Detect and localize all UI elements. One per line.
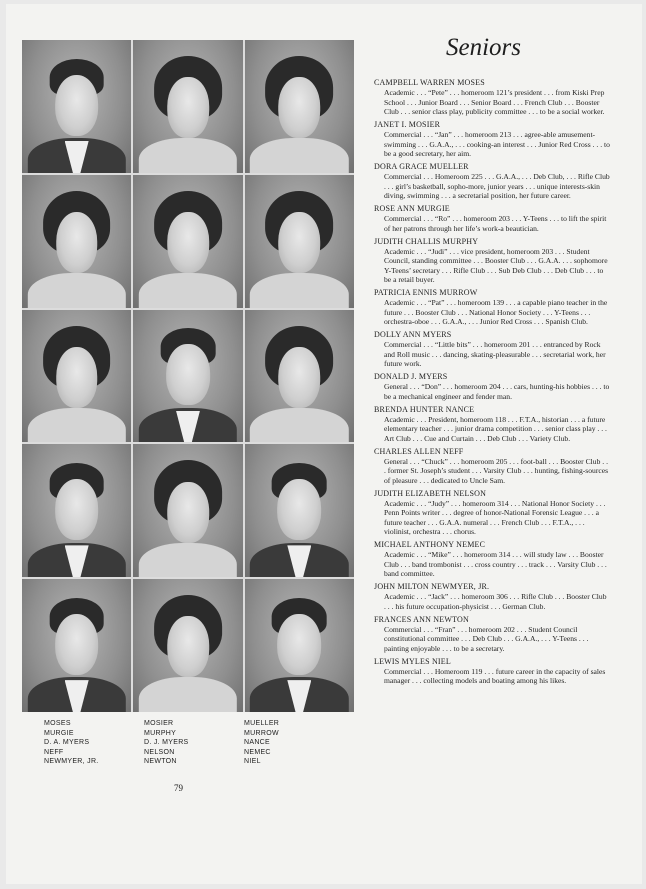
name-nelson: NELSON: [144, 748, 175, 756]
portrait-face: [279, 212, 321, 273]
bio-name: DORA GRACE MUELLER: [374, 162, 469, 171]
bio-description: Commercial . . . “Ro” . . . homeroom 203 . . . Y-Teens . . . to lift the spirit of her patrons through her life’s work-a beautician.: [384, 214, 607, 233]
bio-entry: [374, 120, 610, 159]
bio-description: General . . . “Chuck” . . . homeroom 205 . . . foot-ball . . . Booster Club . . . former St. Joseph’s student . . . Varsity Club . . . hunting, fishing-sources of pleasure . . . dedicated to Uncle Sam.: [384, 456, 609, 485]
bio-name: CHARLES ALLEN NEFF: [374, 446, 464, 456]
bio-name: LEWIS MYLES NIEL: [374, 656, 451, 666]
portrait-photo: [245, 40, 354, 173]
portrait-photo: [22, 310, 131, 443]
bio-entry: [374, 489, 610, 537]
portrait-photo: [133, 40, 242, 173]
portrait-face: [277, 479, 321, 540]
bio-name: DONALD J. MYERS: [374, 372, 448, 381]
bio-entry: [374, 237, 610, 285]
name-mueller: MUELLER: [244, 720, 280, 727]
portrait-face: [167, 212, 209, 273]
portrait-face: [167, 482, 209, 543]
portrait-face: [279, 77, 321, 138]
name-d-a-myers: D. A. MYERS: [44, 739, 90, 746]
portrait-clothing: [250, 138, 348, 173]
portrait-photo: [133, 310, 242, 443]
bio-description: General . . . “Don” . . . homeroom 204 . . . cars, hunting-his hobbies . . . to be a mechanical engineer and fender man.: [384, 382, 610, 401]
bio-description: Academic . . . “Mike” . . . homeroom 314 . . . will study law . . . Booster Club . . . band trombonist . . . cross country . . . track . . . Varsity Club . . . band committee.: [384, 550, 607, 578]
portrait-face: [55, 479, 99, 540]
portrait-face: [277, 614, 321, 675]
portrait-clothing: [27, 273, 125, 308]
portrait-photo: [22, 444, 131, 577]
portrait-face: [166, 344, 210, 405]
bio-name: DOLLY ANN MYERS: [374, 330, 452, 339]
page-title: Seniors: [446, 34, 521, 61]
bio-description: Commercial . . . Homeroom 225 . . . G.A.A., . . . Deb Club, . . . Rifle Club . . . girl’s basketball, sopho-more, junior years . . . unique interests-skin diving, swimming . . . a secretarial position, her future career.: [384, 172, 610, 200]
bio-entry: [374, 540, 610, 579]
portrait-face: [55, 75, 99, 136]
bio-description: Commercial . . . “Jan” . . . homeroom 213 . . . agree-able amusement-swimming . . . G.A.A., . . . cooking-an interest . . . Junior Red Cross . . . to be a good secretary, her aim.: [384, 130, 610, 158]
name-niel: NIEL: [244, 758, 261, 765]
name-nance: NANCE: [244, 739, 271, 746]
portrait-face: [55, 614, 99, 675]
name-newmyer: NEWMYER, JR.: [44, 758, 99, 765]
bio-description: Commercial . . . “Fran” . . . homeroom 202 . . . Student Council constitutional committee . . . Deb Club . . . G.A.A., . . . Y-Teens . . . painting enjoyable . . . to be a secretary.: [384, 624, 589, 653]
name-murphy: MURPHY: [144, 729, 177, 737]
bio-description: Academic . . . “Jack” . . . homeroom 306 . . . Rifle Club . . . Booster Club . . . his future occupation-physicist . . . German Club.: [384, 592, 607, 611]
yearbook-page: [6, 4, 642, 884]
portrait-photo: [22, 579, 131, 712]
bio-entry: [374, 657, 610, 686]
portrait-photo: [22, 175, 131, 308]
bio-name: PATRICIA ENNIS MURROW: [374, 288, 478, 297]
portrait-face: [56, 212, 98, 273]
bio-description: Academic . . . “Pat” . . . homeroom 139 . . . a capable piano teacher in the future . . . Booster Club . . . National Honor Society . . . Y-Teens . . . orchestra-oboe . . . G.A.A., . . . Junior Red Cross . . . Spanish Club.: [384, 298, 608, 326]
name-mosier: MOSIER: [144, 720, 174, 727]
bio-entry: [374, 162, 610, 201]
name-newton: NEWTON: [144, 758, 177, 765]
portrait-clothing: [250, 273, 348, 308]
bio-entry: [374, 204, 610, 233]
name-murrow: MURROW: [244, 729, 279, 737]
name-d-j-myers: D. J. MYERS: [144, 739, 189, 746]
portrait-name-key: [44, 719, 344, 767]
bio-entry: [374, 78, 610, 117]
bio-description: Commercial . . . “Little bits” . . . homeroom 201 . . . entranced by Rock and Roll music . . . dancing, skating-pleasurable . . . secretarial work, her future work.: [384, 340, 606, 368]
bio-name: MICHAEL ANTHONY NEMEC: [374, 540, 486, 549]
portrait-photo: [22, 40, 131, 173]
portrait-face: [167, 77, 209, 138]
bio-entry: [374, 330, 610, 369]
bio-entry: [374, 447, 610, 486]
name-nemec: NEMEC: [244, 748, 271, 756]
name-murgie: MURGIE: [44, 729, 74, 737]
name-column-left: [44, 719, 144, 767]
bio-name: JUDITH CHALLIS MURPHY: [374, 236, 479, 246]
bio-description: Academic . . . “Judi” . . . vice president, homeroom 203 . . . Student Council, standing committee . . . Booster Club . . . G.A.A. . . . sophomore Y-Teens’ secretary . . . Rifle Club . . . Sub Deb Club . . . Deb Club . . . to be a retail buyer.: [384, 246, 608, 284]
bio-name: FRANCES ANN NEWTON: [374, 614, 470, 624]
portrait-photo: [245, 310, 354, 443]
bio-description: Academic . . . “Judy” . . . homeroom 314 . . . National Honor Society . . . Penn Points writer . . . degree of honor-National Forensic League . . . a future teacher . . . G.A.A. numeral . . . French Club . . . F.T.A., . . . violinist, orchestra . . . chorus.: [384, 498, 606, 536]
portrait-clothing: [139, 138, 237, 173]
senior-bios: [374, 78, 610, 689]
portrait-clothing: [139, 543, 237, 578]
bio-name: CAMPBELL WARREN MOSES: [374, 78, 485, 87]
portrait-photo: [133, 175, 242, 308]
portrait-photo: [133, 444, 242, 577]
bio-name: JUDITH ELIZABETH NELSON: [374, 488, 487, 498]
name-column-middle: [144, 719, 244, 767]
portrait-grid: [22, 40, 354, 712]
bio-entry: [374, 405, 610, 444]
bio-name: BRENDA HUNTER NANCE: [374, 404, 475, 414]
portrait-face: [279, 347, 321, 408]
bio-name: JANET I. MOSIER: [374, 120, 441, 129]
portrait-face: [167, 616, 209, 677]
portrait-clothing: [139, 677, 237, 712]
page-number: 79: [174, 783, 183, 793]
bio-description: Academic . . . “Pete” . . . homeroom 121’s president . . . from Kiski Prep School . . . Junior Board . . . Senior Board . . . French Club . . . Booster Club . . . senior class play, publicity committee . . . to be a social worker.: [384, 88, 605, 116]
bio-entry: [374, 582, 610, 611]
bio-name: ROSE ANN MURGIE: [374, 204, 450, 213]
bio-description: Academic . . . President, homeroom 118 . . . F.T.A., historian . . . a future elementary teacher . . . junior drama competition . . . senior class play . . . Art Club . . . Cue and Curtain . . . Deb Club . . . Variety Club.: [384, 414, 607, 443]
portrait-photo: [245, 444, 354, 577]
portrait-clothing: [250, 408, 348, 443]
portrait-photo: [245, 175, 354, 308]
name-moses: MOSES: [44, 720, 71, 727]
name-column-right: [244, 719, 344, 767]
portrait-photo: [245, 579, 354, 712]
portrait-face: [56, 347, 98, 408]
portrait-photo: [133, 579, 242, 712]
portrait-clothing: [27, 408, 125, 443]
bio-name: JOHN MILTON NEWMYER, JR.: [374, 582, 490, 591]
portrait-clothing: [139, 273, 237, 308]
bio-description: Commercial . . . Homeroom 119 . . . future career in the capacity of sales manager . . . collecting models and boating among his likes.: [384, 666, 606, 685]
name-neff: NEFF: [44, 748, 64, 756]
bio-entry: [374, 288, 610, 327]
bio-entry: [374, 372, 610, 401]
bio-entry: [374, 615, 610, 654]
